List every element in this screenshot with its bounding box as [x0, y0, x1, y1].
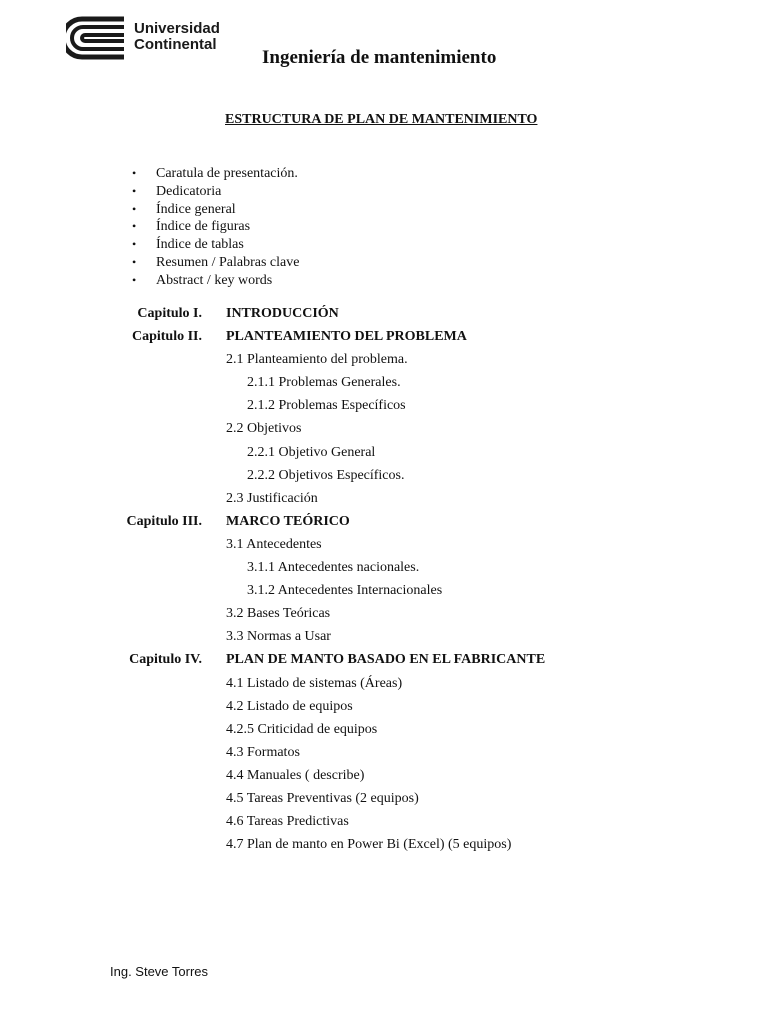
- toc-section-row: [0, 697, 768, 720]
- footer-author: Ing. Steve Torres: [110, 964, 209, 979]
- toc-chapter-row: [0, 650, 768, 673]
- bullet-icon: •: [132, 272, 137, 287]
- section-entry: 3.1 Antecedentes: [226, 536, 322, 552]
- toc-chapter-row: [0, 327, 768, 350]
- subsection-entry: 2.1.2 Problemas Específicos: [247, 398, 406, 414]
- bullet-icon: •: [132, 219, 137, 234]
- front-matter-list: [132, 165, 299, 290]
- course-title: Ingeniería de mantenimiento: [262, 47, 497, 68]
- section-entry: 4.3 Formatos: [226, 744, 300, 760]
- subsection-entry: 2.1.1 Problemas Generales.: [247, 375, 401, 391]
- list-item-text: Índice de tablas: [156, 237, 244, 253]
- list-item-text: Dedicatoria: [156, 183, 222, 199]
- chapter-label: Capitulo IV.: [129, 652, 202, 668]
- list-item-text: Caratula de presentación.: [156, 166, 298, 181]
- list-item-text: Índice de figuras: [156, 219, 251, 235]
- chapter-label: Capitulo I.: [137, 306, 202, 321]
- logo-text: [134, 21, 220, 53]
- bullet-icon: •: [132, 254, 137, 269]
- university-logo: [66, 16, 236, 62]
- toc-section-row: [0, 743, 768, 766]
- toc-section-row: [0, 835, 768, 858]
- bullet-icon: •: [132, 201, 137, 216]
- subsection-entry: 2.2.1 Objetivo General: [247, 444, 376, 460]
- list-item-text: Índice general: [156, 201, 236, 217]
- toc-section-row: [0, 627, 768, 650]
- bullet-icon: •: [132, 237, 137, 252]
- section-entry: 4.5 Tareas Preventivas (2 equipos): [226, 790, 419, 806]
- list-item: [132, 201, 299, 219]
- toc-subsection-row: [0, 466, 768, 489]
- section-entry: 4.7 Plan de manto en Power Bi (Excel) (5 equipos): [226, 837, 512, 853]
- toc-section-row: [0, 674, 768, 697]
- chapter-label: Capitulo II.: [131, 329, 202, 345]
- chapter-title: MARCO TEÓRICO: [226, 513, 350, 529]
- list-item: [132, 218, 299, 236]
- toc-section-row: [0, 604, 768, 627]
- logo-line-2: Continental: [134, 36, 217, 53]
- toc-subsection-row: [0, 581, 768, 604]
- toc-section-row: [0, 789, 768, 812]
- subsection-entry: 3.1.2 Antecedentes Internacionales: [247, 583, 443, 599]
- toc-subsection-row: [0, 396, 768, 419]
- list-item: [132, 165, 299, 183]
- toc-chapter-row: [0, 304, 768, 327]
- bullet-icon: •: [132, 166, 137, 180]
- list-item: [132, 272, 299, 290]
- toc-section-row: [0, 489, 768, 512]
- toc-section-row: [0, 419, 768, 442]
- subsection-entry: 3.1.1 Antecedentes nacionales.: [247, 560, 420, 576]
- toc-section-row: [0, 766, 768, 789]
- section-entry: 4.1 Listado de sistemas (Áreas): [226, 675, 403, 691]
- list-item-text: Resumen / Palabras clave: [156, 254, 300, 270]
- toc-section-row: [0, 535, 768, 558]
- table-of-contents: [0, 304, 768, 858]
- section-entry: 3.2 Bases Teóricas: [226, 606, 331, 622]
- section-entry: 4.4 Manuales ( describe): [226, 767, 365, 783]
- section-entry: 2.3 Justificación: [226, 490, 318, 506]
- list-item-text: Abstract / key words: [156, 272, 273, 288]
- chapter-title: PLANTEAMIENTO DEL PROBLEMA: [226, 329, 467, 345]
- toc-subsection-row: [0, 443, 768, 466]
- chapter-title: PLAN DE MANTO BASADO EN EL FABRICANTE: [226, 652, 546, 668]
- toc-section-row: [0, 720, 768, 743]
- chapter-label: Capitulo III.: [126, 513, 202, 529]
- list-item: [132, 236, 299, 254]
- section-entry: 4.2 Listado de equipos: [226, 698, 353, 714]
- toc-section-row: [0, 350, 768, 373]
- chapter-title: INTRODUCCIÓN: [226, 306, 339, 321]
- document-title: ESTRUCTURA DE PLAN DE MANTENIMIENTO: [225, 112, 538, 127]
- toc-subsection-row: [0, 373, 768, 396]
- section-entry: 4.2.5 Criticidad de equipos: [226, 721, 378, 737]
- list-item: [132, 183, 299, 201]
- toc-chapter-row: [0, 512, 768, 535]
- section-entry: 2.2 Objetivos: [226, 421, 302, 437]
- list-item: [132, 254, 299, 272]
- subsection-entry: 2.2.2 Objetivos Específicos.: [247, 467, 405, 483]
- bullet-icon: •: [132, 183, 137, 198]
- section-entry: 3.3 Normas a Usar: [226, 629, 331, 645]
- toc-section-row: [0, 812, 768, 835]
- university-logo-icon: [66, 16, 126, 60]
- section-entry: 4.6 Tareas Predictivas: [226, 814, 349, 830]
- toc-subsection-row: [0, 558, 768, 581]
- logo-line-1: Universidad: [134, 20, 220, 37]
- section-entry: 2.1 Planteamiento del problema.: [226, 352, 408, 368]
